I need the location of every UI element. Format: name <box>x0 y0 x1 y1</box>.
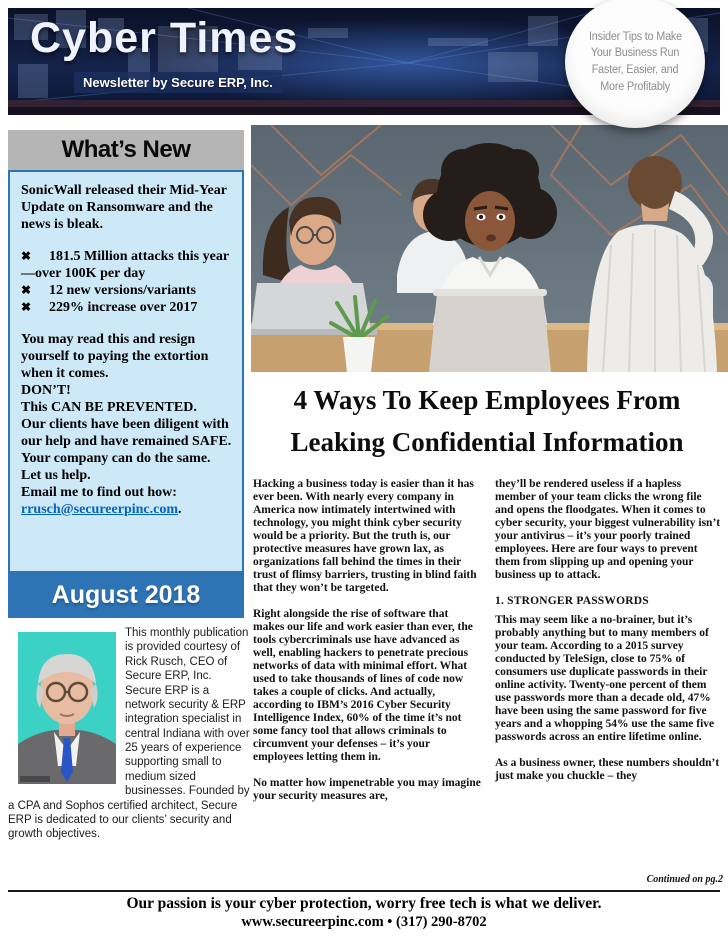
article-paragraph: As a business owner, these numbers shouldn’t just make you chuckle – they <box>495 757 720 782</box>
sidebar-bullet <box>21 299 232 316</box>
footer-tagline: Our passion is your cyber protection, worry free tech is what we deliver. <box>126 895 602 912</box>
newsletter-subtitle: Newsletter by Secure ERP, Inc. <box>74 72 282 93</box>
x-bullet-icon: ✖ <box>21 283 32 297</box>
x-bullet-icon: ✖ <box>21 249 32 263</box>
badge-line: Your Business Run <box>590 47 680 60</box>
month-banner-label: August 2018 <box>51 581 201 609</box>
insider-tips-badge <box>565 0 705 128</box>
footer-divider <box>8 890 720 892</box>
badge-line: Insider Tips to Make <box>588 30 682 43</box>
bullet-text: 181.5 Million attacks this year—over 100K per day <box>21 249 230 281</box>
badge-line: More Profitably <box>600 80 670 93</box>
newsletter-title: Cyber Times <box>30 14 299 62</box>
month-banner <box>8 573 244 618</box>
article-paragraph: No matter how impenetrable you may imagine your security measures are, <box>253 777 481 802</box>
email-suffix: . <box>178 502 182 517</box>
sidebar-outro: This CAN BE PREVENTED. <box>21 400 197 415</box>
sidebar-outro: You may read this and resign yourself to paying the extortion when it comes. <box>21 332 209 381</box>
sidebar-outro: Our clients have been diligent with our help and have remained SAFE. Your company can do the same. Let us help. <box>21 417 232 483</box>
publisher-bio <box>8 626 250 842</box>
whats-new-panel <box>8 170 244 573</box>
bio-paragraph: Secure ERP is a network security & ERP integration specialist in central Indiana with over 25 years of experience supporting small to medium sized businesses. Founded by a CPA and Sophos certified architect, Secure ERP is dedicated to our clients’ security and growth objectives. <box>8 684 250 841</box>
email-line <box>21 501 232 518</box>
article-paragraph: Right alongside the rise of software that makes our life and work easier than ever, the tools cybercriminals use have advanced as well, enabling hackers to penetrate precious networks of data with minimal effort. What used to take thousands of lines of code now takes a couple of clicks. And actually, according to IBM’s 2016 Cyber Security Intelligence Index, 60% of the time it’s not some fancy tool that allows criminals to circumvent your defenses – it’s your employees letting them in. <box>253 608 473 763</box>
whats-new-header <box>8 130 244 170</box>
whats-new-title: What’s New <box>61 136 191 163</box>
article-paragraph: This may seem like a no-brainer, but it’s probably anything but to many members of your team. According to a 2015 survey conducted by TeleSign, close to 75% of consumers use duplicate passwords in their online activity. Twenty-one percent of them use passwords more than a decade old, 47% have been using the same password for five years and a whopping 54% use the same five passwords across an entire lifetime online. <box>495 614 715 743</box>
article-left-column <box>253 478 481 816</box>
article-title-line: 4 Ways To Keep Employees From <box>293 385 681 415</box>
footer-contact: www.secureerpinc.com • (317) 290-8702 <box>241 914 487 930</box>
bullet-text: 12 new versions/variants <box>49 283 196 298</box>
x-bullet-icon: ✖ <box>21 300 32 314</box>
sidebar-outro: Email me to find out how: <box>21 485 177 500</box>
sidebar-bullet <box>21 282 232 299</box>
sidebar-bullet <box>21 248 232 282</box>
email-link[interactable]: rrusch@secureerpinc.com <box>21 502 179 517</box>
article-title-line: Leaking Confidential Information <box>290 426 684 457</box>
sidebar-intro: SonicWall released their Mid-Year Update on Ransomware and the news is bleak. <box>21 183 227 232</box>
sidebar-outro: DON’T! <box>21 383 71 398</box>
bullet-text: 229% increase over 2017 <box>49 300 198 315</box>
article-right-column <box>495 478 723 816</box>
section-heading: 1. STRONGER PASSWORDS <box>495 595 649 607</box>
continued-note: Continued on pg.2 <box>646 874 723 885</box>
rick-rusch-portrait <box>18 632 116 784</box>
article-paragraph: Hacking a business today is easier than it has ever been. With nearly every company in America now intimately intertwined with technology, you might think cyber security would be a priority. But the truth is, our protective measures have grown lax, as organizations fall behind the times in their trust of flimsy barriers, trusting in blind faith that they won’t be targeted. <box>253 478 477 594</box>
article-body <box>253 478 723 816</box>
article-paragraph: they’ll be rendered useless if a hapless member of your team clicks the wrong file and opens the floodgates. When it comes to cyber security, your biggest vulnerability isn’t your antivirus – it’s your poorly trained employees. Here are four ways to prevent them from slipping up and opening your business up to attack. <box>495 478 721 581</box>
article-title <box>251 380 723 464</box>
office-workers-photo <box>251 125 728 372</box>
badge-line: Faster, Easier, and <box>591 64 679 76</box>
bio-paragraph: This monthly publication is provided courtesy of Rick Rusch, CEO of Secure ERP, Inc. <box>125 627 249 683</box>
